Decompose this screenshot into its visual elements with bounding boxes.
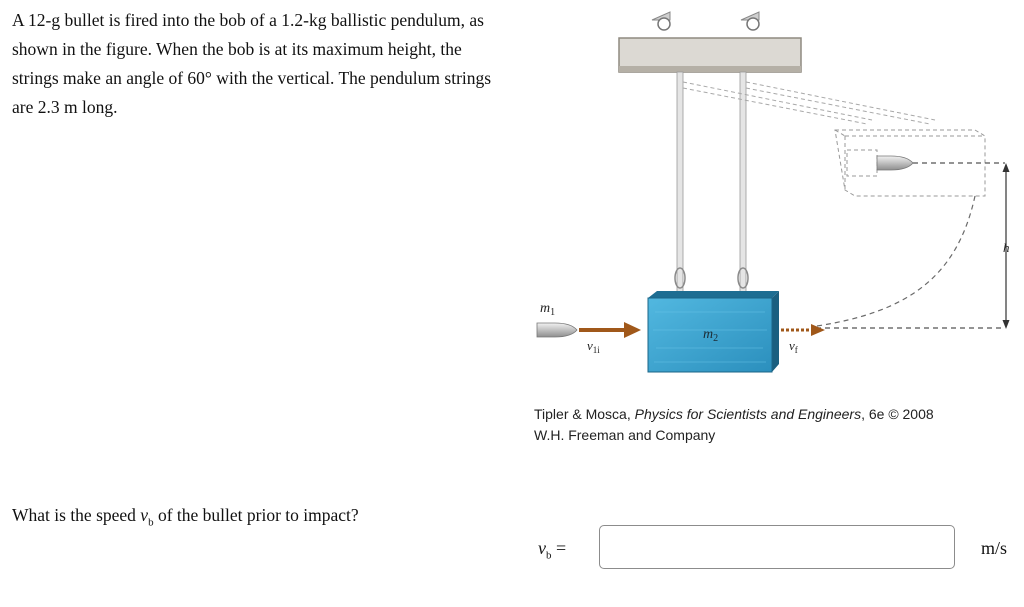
answer-input[interactable] xyxy=(599,525,955,569)
bullet-mass-label: $m_1$ xyxy=(540,301,556,318)
credit-publisher: W.H. Freeman and Company xyxy=(534,427,716,443)
displaced-strings xyxy=(683,82,935,124)
bullet xyxy=(537,323,577,337)
pendulum-strings xyxy=(675,72,748,292)
initial-velocity-label: $v_{1i}$ xyxy=(587,338,600,355)
figure-credit xyxy=(534,404,934,446)
initial-velocity-arrow xyxy=(579,322,641,338)
unit-label: m/s xyxy=(981,538,1008,558)
bob-mass-label: $m_2$ xyxy=(703,327,719,344)
ballistic-pendulum-figure xyxy=(527,0,1022,400)
height-label: h xyxy=(1003,240,1010,255)
embedded-bullet xyxy=(877,156,913,170)
credit-suffix: , 6e © 2008 xyxy=(861,406,934,422)
swing-path xyxy=(817,196,975,326)
credit-book-title: Physics for Scientists and Engineers xyxy=(634,406,862,422)
question-text: What is the speed $v_b$ of the bullet prior to impact? xyxy=(12,505,359,529)
ceiling-support xyxy=(619,12,801,72)
answer-label: $v_b$ = xyxy=(538,538,567,562)
final-velocity-label: $v_f$ xyxy=(789,338,798,355)
problem-statement: A 12-g bullet is fired into the bob of a 1.2-kg ballistic pendulum, as shown in the figure. When the bob is at its maximum height, the strings make an angle of 60° with the vertical. The pendulum strings are 2.3 m long. xyxy=(12,10,492,117)
credit-prefix: Tipler & Mosca, xyxy=(534,406,635,422)
pendulum-bob xyxy=(648,291,779,372)
